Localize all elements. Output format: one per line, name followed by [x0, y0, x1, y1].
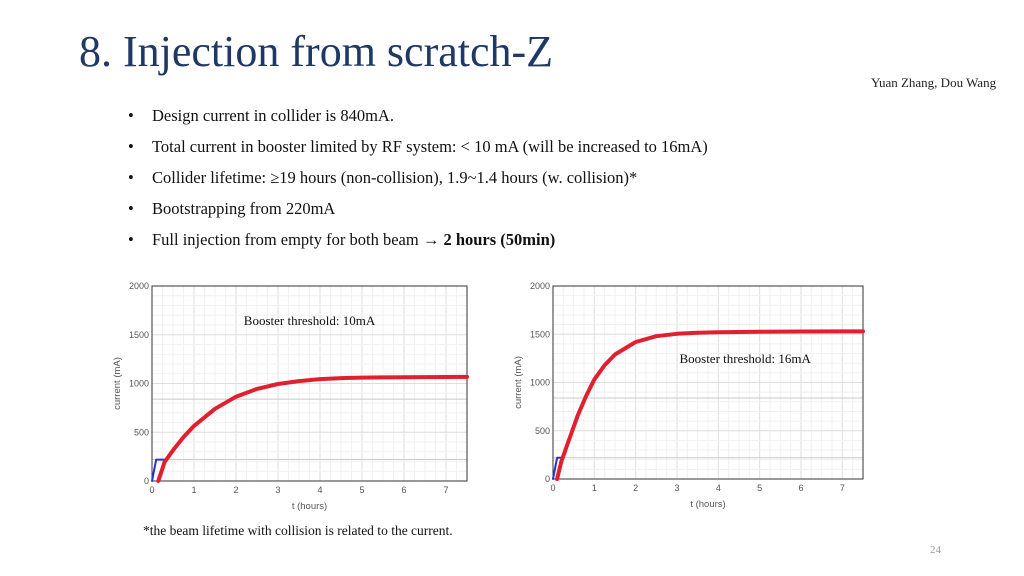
y-tick-label: 500	[133, 427, 149, 438]
x-tick-label: 2	[633, 483, 639, 493]
x-tick-label: 0	[550, 483, 556, 493]
x-tick-label: 2	[233, 485, 239, 495]
x-tick-label: 7	[443, 485, 449, 495]
y-tick-label: 500	[534, 425, 550, 436]
y-tick-label: 1500	[128, 329, 149, 340]
y-tick-label: 1500	[529, 329, 550, 340]
bullet-item	[128, 228, 708, 259]
bullet-text: Full injection from empty for both beam →	[152, 230, 444, 249]
authors: Yuan Zhang, Dou Wang	[871, 75, 997, 90]
bullet-item	[128, 166, 708, 197]
y-tick-label: 1000	[529, 377, 550, 388]
bullet-text: Bootstrapping from 220mA	[152, 199, 336, 218]
x-tick-label: 4	[715, 483, 721, 493]
grid-lines	[553, 286, 863, 479]
chart-annotation: Booster threshold: 10mA	[243, 313, 376, 328]
y-axis-label: current (mA)	[112, 357, 123, 410]
x-tick-label: 4	[317, 485, 323, 495]
footnote: *the beam lifetime with collision is related to the current.	[143, 523, 453, 538]
x-tick-label: 3	[275, 485, 281, 495]
y-tick-label: 1000	[128, 378, 149, 389]
bullet-item	[128, 135, 708, 166]
chart-annotation: Booster threshold: 16mA	[679, 351, 811, 367]
bullet-text: Design current in collider is 840mA.	[152, 106, 394, 125]
bullet-dot-icon: •	[128, 199, 134, 218]
y-tick-label: 2000	[529, 281, 550, 291]
x-tick-label: 6	[798, 483, 804, 493]
slide-title: 8. Injection from scratch-Z	[79, 27, 554, 76]
bullet-item	[128, 104, 708, 135]
x-tick-label: 5	[757, 483, 763, 493]
x-tick-label: 1	[591, 483, 597, 493]
page-number: 24	[930, 544, 941, 556]
x-tick-label: 3	[674, 483, 680, 493]
bullet-dot-icon: •	[128, 168, 134, 187]
x-tick-label: 1	[191, 485, 197, 495]
y-axis-label: current (mA)	[513, 356, 524, 409]
y-tick-label: 2000	[128, 281, 149, 291]
chart-booster-10ma	[108, 278, 488, 523]
y-tick-label: 0	[544, 474, 550, 484]
bullet-item	[128, 197, 708, 228]
y-tick-label: 0	[143, 476, 149, 486]
x-tick-label: 7	[839, 483, 845, 493]
chart-svg	[108, 278, 488, 518]
x-tick-label: 6	[401, 485, 407, 495]
x-tick-label: 0	[149, 485, 155, 495]
x-tick-label: 5	[359, 485, 365, 495]
bullet-bold-text: 2 hours (50min)	[443, 230, 556, 249]
x-axis-label: t (hours)	[291, 501, 328, 512]
bullet-text: Total current in booster limited by RF system: < 10 mA (will be increased to 16mA)	[152, 137, 708, 156]
x-axis-label: t (hours)	[690, 499, 726, 510]
bullet-dot-icon: •	[128, 230, 134, 249]
bullet-list	[128, 104, 708, 259]
bullet-dot-icon: •	[128, 137, 134, 156]
bullet-text: Collider lifetime: ≥19 hours (non-collision), 1.9~1.4 hours (w. collision)*	[152, 168, 638, 187]
chart-svg	[509, 278, 889, 518]
bullet-dot-icon: •	[128, 106, 134, 125]
chart-booster-16ma	[509, 278, 889, 523]
